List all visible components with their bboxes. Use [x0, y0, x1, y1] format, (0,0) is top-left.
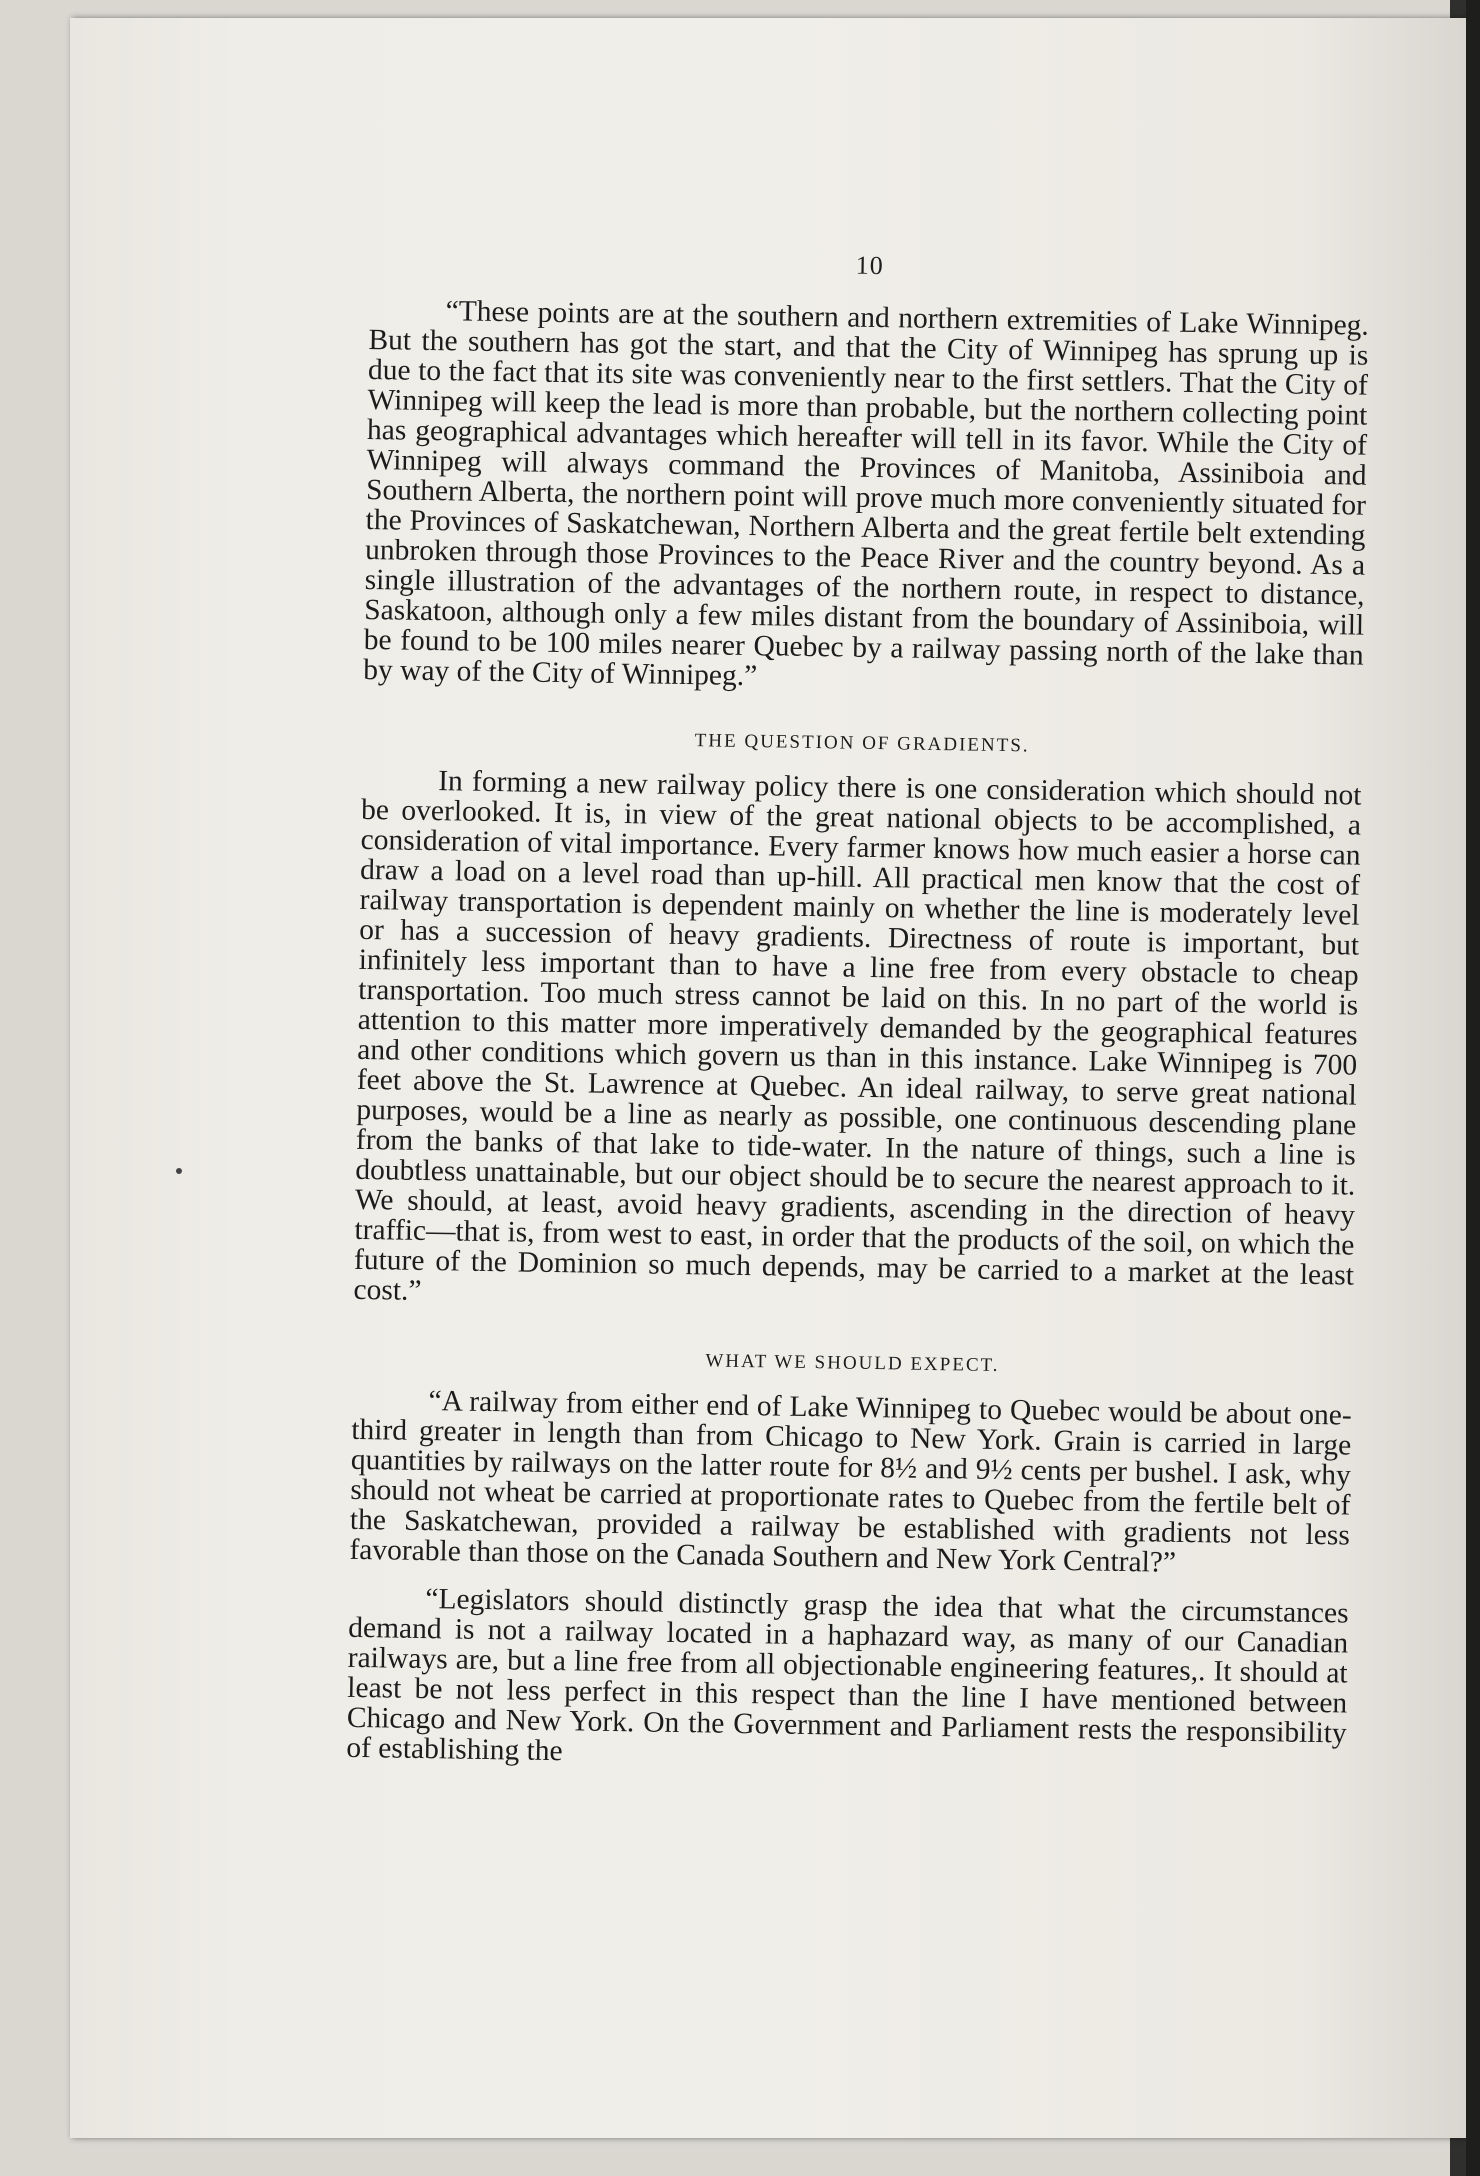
book-page — [70, 18, 1468, 2138]
page-content — [346, 243, 1370, 1779]
paragraph-legislators: “Legislators should distinctly grasp the idea that what the circumstances demand is not a railway located in a haphazard way, as many of our Canadian railways are, but a line free from all objectionable engineering features,. It should at least be not less perfect in this respect than the line I have mentioned between Chicago and New York. On the Government and Parliament rests the responsibility of establishing the — [346, 1583, 1349, 1768]
paragraph-gradients: In forming a new railway policy there is one consideration which should not be overlooked. It is, in view of the great national objects to be accomplished, a consideration of vital importance. Every farmer knows how much easier a horse can draw a load on a level road than up-hill. All practical men know that the cost of railway transportation is dependent mainly on whether the line is moderately level or has a succession of heavy gradients. Directness of route is important, but infinitely less important than to have a line free from every obstacle to cheap transportation. Too much stress cannot be laid on this. In no part of the world is attention to this matter more imperatively demanded by the geographical features and other conditions which govern us than in this instance. Lake Winnipeg is 700 feet above the St. Lawrence at Quebec. An ideal railway, to serve great national purposes, would be a line as nearly as possible, one continuous descending plane from the banks of that lake to tide-water. In the nature of things, such a line is doubtless unattainable, but our object should be to secure the nearest approach to it. We should, at least, avoid heavy gradients, ascending in the direction of heavy traffic—that is, from west to east, in order that the products of the soil, on which the future of the Dominion so much depends, may be carried to a market at the least cost.” — [353, 765, 1362, 1307]
dark-border-right — [1466, 0, 1480, 2176]
section-heading-expect: WHAT WE SHOULD EXPECT. — [705, 1350, 1000, 1377]
ink-speck — [176, 1168, 182, 1174]
paragraph-lake-winnipeg: “These points are at the southern and northern extremities of Lake Winnipeg. But the southern has got the start, and that the City of Winnipeg has sprung up is due to the fact that its site was conveniently near to the first settlers. That the City of Winnipeg will keep the lead is more than probable, but the northern collecting point has geographical advantages which hereafter will tell in its favor. While the City of Winnipeg will always command the Provinces of Manitoba, Assiniboia and Southern Alberta, the northern point will prove much more conveniently situated for the Provinces of Saskatchewan, Northern Alberta and the great fertile belt extending unbroken through those Provinces to the Peace River and the country beyond. As a single illustration of the advantages of the northern route, in respect to distance, Saskatoon, although only a few miles distant from the boundary of Assiniboia, will be found to be 100 miles nearer Quebec by a railway passing north of the lake than by way of the City of Winnipeg.” — [363, 295, 1370, 693]
page-number: 10 — [855, 250, 884, 281]
paragraph-expect: “A railway from either end of Lake Winnipeg to Quebec would be about one-third greater in length than from Chicago to New York. Grain is carried in large quantities by railways on the latter route for 8½ and 9½ cents per bushel. I ask, why should not wheat be carried at proportionate rates to Quebec from the fertile belt of the Saskatchewan, provided a railway be established with gradients not less favorable than those on the Canada Southern and New York Central?” — [349, 1385, 1352, 1579]
section-heading-gradients: THE QUESTION OF GRADIENTS. — [694, 730, 1030, 757]
